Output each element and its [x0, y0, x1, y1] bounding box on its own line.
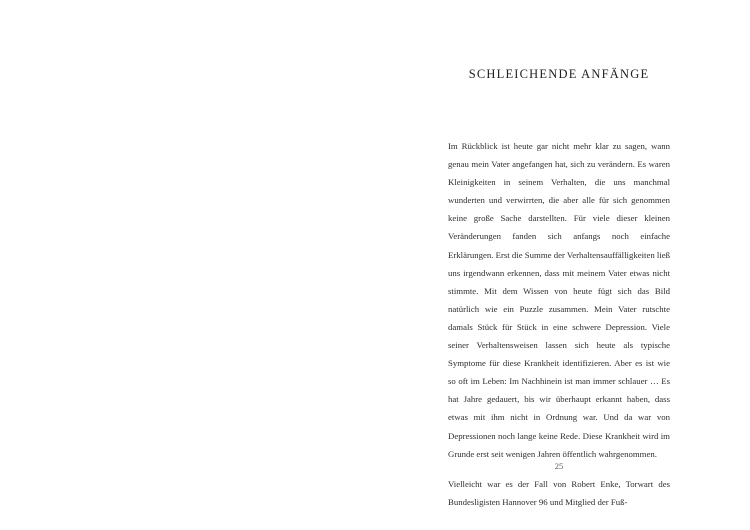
body-text [448, 137, 670, 511]
page-number: 25 [554, 461, 564, 471]
paragraph-2: Vielleicht war es der Fall von Robert Enke, Torwart des Bundesligisten Hannover 96 und Mitglied der Fuß- [448, 478, 670, 507]
paragraph-1: Im Rückblick ist heute gar nicht mehr klar zu sagen, wann genau mein Vater angefangen hat, sich zu verändern. Es waren Kleinigkeiten in seinem Verhalten, die uns manchmal wunderten und verwirrten, die aber alle für sich genommen keine große Sache darstellten. Für viele dieser kleinen Veränderungen fanden sich anfangs noch einfache Erklärungen. Erst die Summe der Verhaltensauffälligkeiten ließ uns irgendwann erkennen, dass mit meinem Vater etwas nicht stimmte. Mit dem Wissen von heute fügt sich das Bild natürlich wie ein Puzzle zusammen. Mein Vater rutschte damals Stück für Stück in eine schwere Depression. Viele seiner Verhaltensweisen lassen sich heute als typische Symptome für diese Krankheit identifizieren. Aber es ist wie so oft im Leben: Im Nachhinein ist man immer schlauer … Es hat Jahre gedauert, bis wir überhaupt erkannt haben, dass etwas mit ihm nicht in Ordnung war. Und da war von Depressionen noch lange keine Rede. Diese Krankheit wird im Grunde erst seit wenigen Jahren öffentlich wahrgenommen. [448, 141, 671, 459]
chapter-title: SCHLEICHENDE ANFÄNGE [468, 67, 650, 81]
